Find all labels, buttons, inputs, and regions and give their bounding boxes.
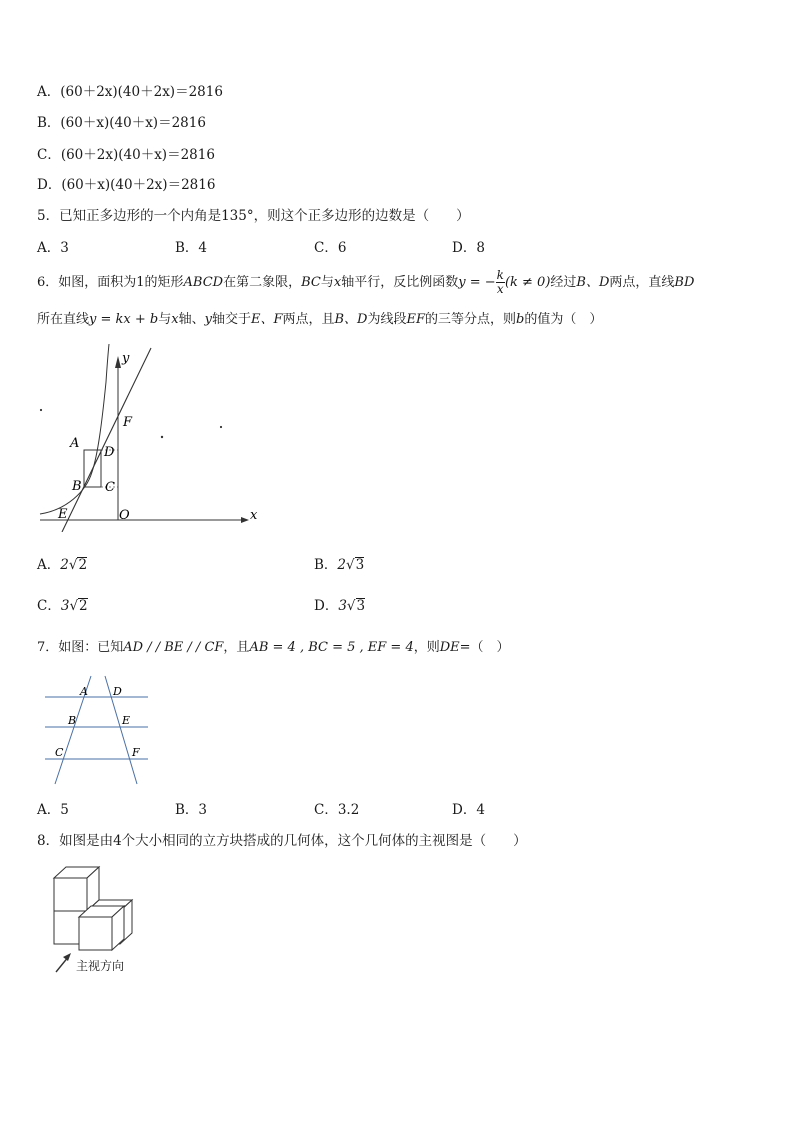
q6-label-d: D xyxy=(104,445,115,460)
q6-text: 与 xyxy=(320,275,334,290)
sqrt-icon: √ xyxy=(68,557,78,573)
q5-stem: 5．已知正多边形的一个内角是135°，则这个正多边形的边数是（ ） xyxy=(37,208,470,224)
q6-option-coef: 3 xyxy=(338,598,347,614)
q6-text: 的值为（ ） xyxy=(524,312,603,327)
q6-stem-line1 xyxy=(37,268,694,298)
q4-option-c: C．(60＋2x)(40＋x)＝2816 xyxy=(37,147,215,163)
q6-points-bd-2: B、D xyxy=(334,312,368,327)
q4-option-a: A．(60＋2x)(40＋2x)＝2816 xyxy=(37,84,223,100)
q6-label-x: x xyxy=(250,508,258,523)
q5-option-c: C．6 xyxy=(314,240,347,256)
q6-dot-mark xyxy=(40,409,42,411)
q7-segment-de: DE xyxy=(439,640,460,655)
q6-option-coef: 3 xyxy=(60,598,70,614)
q6-dot-mark xyxy=(220,426,222,428)
q6-option-letter: B． xyxy=(314,557,338,573)
sqrt-icon: √ xyxy=(69,598,79,614)
q6-function-fraction xyxy=(496,269,505,296)
q6-x-var: x xyxy=(333,275,342,290)
q6-option-a xyxy=(37,556,87,574)
q6-option-letter: D． xyxy=(314,598,339,614)
q6-segment-bc: BC xyxy=(301,275,321,290)
q7-option-c: C．3.2 xyxy=(314,802,360,818)
q6-label-e: E xyxy=(58,507,68,522)
q7-text: ，则 xyxy=(413,640,440,655)
q7-option-a: A．5 xyxy=(37,802,69,818)
arrow-icon xyxy=(63,953,71,961)
q6-points-bd: B、D xyxy=(576,275,610,290)
q6-option-coef: 2 xyxy=(60,557,69,573)
q6-y-axis-arrow xyxy=(115,356,121,368)
q6-line-equation: y = kx + b xyxy=(89,312,159,327)
q6-text: 轴、 xyxy=(178,312,205,327)
q6-option-c xyxy=(37,597,88,615)
q7-text: ，且 xyxy=(223,640,250,655)
q6-text: 经过 xyxy=(550,275,577,290)
q5-option-d: D．8 xyxy=(452,240,485,256)
q6-text: 轴平行，反比例函数 xyxy=(341,275,459,290)
q7-label-d: D xyxy=(113,685,122,698)
q6-text: 在第二象限， xyxy=(223,275,302,290)
q6-label-b: B xyxy=(72,479,82,494)
q7-length-conditions: AB = 4 , BC = 5 , EF = 4 xyxy=(249,640,414,655)
q6-label-a: A xyxy=(70,436,80,451)
q7-stem xyxy=(37,639,510,657)
q5-option-b: B．4 xyxy=(175,240,208,256)
q6-option-d xyxy=(314,597,365,615)
q4-option-d: D．(60＋x)(40＋2x)＝2816 xyxy=(37,177,216,193)
q6-points-ef: E、F xyxy=(250,312,283,327)
q6-function-lhs: y = − xyxy=(458,275,496,290)
q7-text: 7．如图：已知 xyxy=(37,640,124,655)
q7-label-c: C xyxy=(55,746,64,759)
q6-text: 的三等分点，则 xyxy=(425,312,517,327)
q8-stem: 8．如图是由4个大小相同的立方块搭成的几何体，这个几何体的主视图是（ ） xyxy=(37,833,527,849)
q6-text: 轴交于 xyxy=(211,312,251,327)
q6-text: 为线段 xyxy=(367,312,407,327)
q6-label-y: y xyxy=(122,351,130,366)
q6-function-condition: (k ≠ 0) xyxy=(504,275,551,290)
q6-frac-numerator: k xyxy=(496,268,504,282)
q6-option-letter: C． xyxy=(37,598,61,614)
q6-text: 与 xyxy=(158,312,172,327)
q6-stem-line2 xyxy=(37,311,602,329)
q6-x-axis-var: x xyxy=(171,312,179,327)
q6-segment-ef: EF xyxy=(406,312,426,327)
q6-text: 两点，直线 xyxy=(609,275,675,290)
q7-figure xyxy=(40,674,155,786)
q7-label-a: A xyxy=(80,685,88,698)
q6-option-radicand: 2 xyxy=(79,598,88,614)
q8-cube-front-face xyxy=(79,917,112,950)
q7-parallel-condition: AD / / BE / / CF xyxy=(123,640,224,655)
q8-cube-front-face xyxy=(54,878,87,911)
q6-frac-denominator: x xyxy=(496,282,504,296)
q7-label-b: B xyxy=(68,714,77,727)
q6-line-bd: BD xyxy=(674,275,695,290)
q6-x-axis-arrow xyxy=(241,517,249,523)
q7-option-d: D．4 xyxy=(452,802,485,818)
q7-label-f: F xyxy=(132,746,140,759)
q6-rect-name: ABCD xyxy=(183,275,224,290)
q8-figure-caption: 主视方向 xyxy=(76,959,125,973)
q6-label-c: C xyxy=(105,480,115,495)
q6-text: 所在直线 xyxy=(37,312,90,327)
q6-option-coef: 2 xyxy=(337,557,347,573)
q7-text: =（ ） xyxy=(459,640,510,655)
q7-label-e: E xyxy=(122,714,131,727)
q6-figure xyxy=(36,342,266,532)
q6-option-radicand: 3 xyxy=(356,598,366,614)
q6-text: 两点，且 xyxy=(282,312,335,327)
q6-b-var: b xyxy=(516,312,525,327)
q6-dot-mark xyxy=(161,436,163,438)
q7-option-b: B．3 xyxy=(175,802,208,818)
q6-label-o: O xyxy=(119,508,130,523)
q6-text: 6．如图，面积为1的矩形 xyxy=(37,275,184,290)
q6-option-radicand: 2 xyxy=(78,557,88,573)
q6-y-axis-var: y xyxy=(204,312,212,327)
sqrt-icon: √ xyxy=(346,598,356,614)
q6-option-radicand: 3 xyxy=(355,557,365,573)
q6-label-f: F xyxy=(123,415,133,430)
q5-option-a: A．3 xyxy=(37,240,69,256)
q4-option-b: B．(60＋x)(40＋x)＝2816 xyxy=(37,115,206,131)
sqrt-icon: √ xyxy=(346,557,355,573)
q6-option-letter: A． xyxy=(37,557,61,573)
q6-option-b xyxy=(314,556,364,574)
